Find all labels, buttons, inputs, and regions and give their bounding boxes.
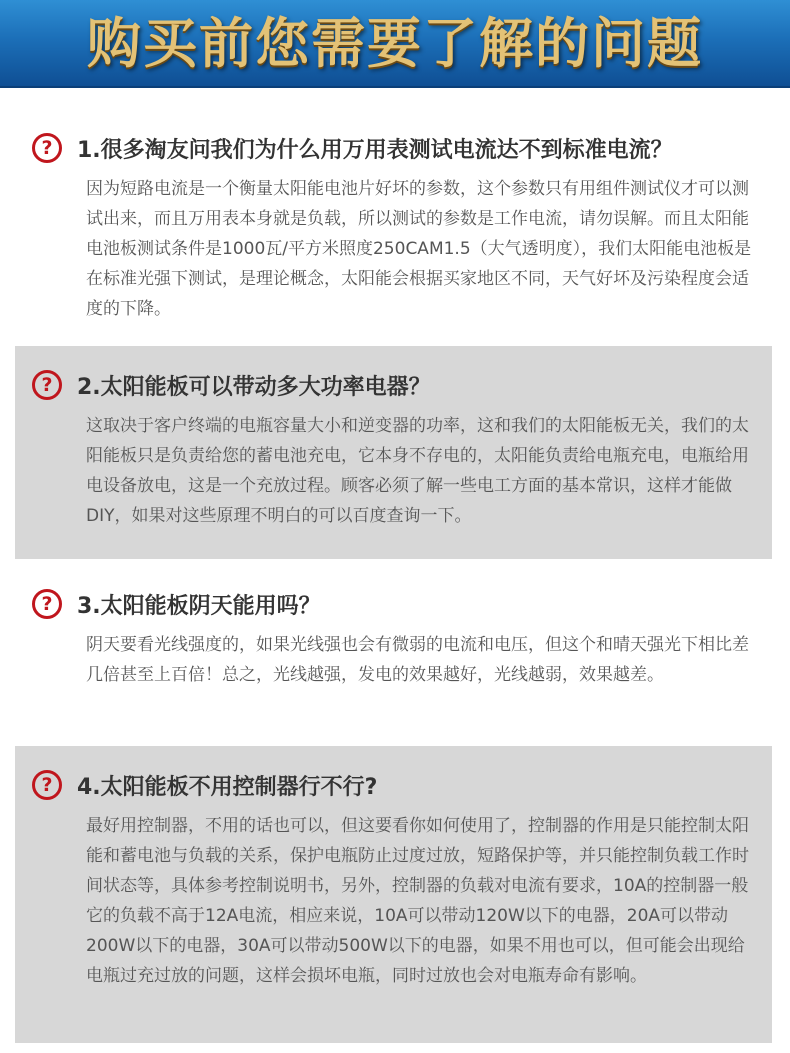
banner-title: 购买前您需要了解的问题 xyxy=(87,12,703,75)
header-banner xyxy=(0,0,790,88)
question-circle-icon: ? xyxy=(32,589,62,619)
faq-question-row xyxy=(32,765,752,805)
faq-answer: 阴天要看光线强度的，如果光线强也会有微弱的电流和电压，但这个和晴天强光下相比差几倍甚至上百倍！总之，光线越强，发电的效果越好，光线越弱，效果越差。 xyxy=(86,635,749,685)
faq-question: 1.很多淘友问我们为什么用万用表测试电流达不到标准电流？ xyxy=(77,137,673,163)
faq-item-4 xyxy=(15,746,772,1043)
faq-answer: 最好用控制器，不用的话也可以，但这要看你如何使用了，控制器的作用是只能控制太阳能和蓄电池与负载的关系，保护电瓶防止过度过放，短路保护等，并只能控制负载工作时间状态等，具体参考控制说明书，另外，控制器的负载对电流有要求，10A的控制器一般它的负载不高于12A电流，相应来说，10A可以带动120W以下的电器，20A可以带动200W以下的电器，30A可以带动500W以下的电器，如果不用也可以，但可能会出现给电瓶过充过放的问题，这样会损坏电瓶，同时过放也会对电瓶寿命有影响。 xyxy=(86,816,749,986)
question-circle-icon: ? xyxy=(32,770,62,800)
faq-question-row xyxy=(32,584,752,624)
faq-item-2 xyxy=(15,346,772,559)
faq-question: 2.太阳能板可以带动多大功率电器？ xyxy=(77,374,431,400)
faq-question-row xyxy=(32,128,752,168)
faq-question: 4.太阳能板不用控制器行不行? xyxy=(77,774,378,800)
question-circle-icon: ? xyxy=(32,370,62,400)
faq-question-row xyxy=(32,365,752,405)
question-circle-icon: ? xyxy=(32,133,62,163)
faq-answer: 这取决于客户终端的电瓶容量大小和逆变器的功率，这和我们的太阳能板无关，我们的太阳能板只是负责给您的蓄电池充电，它本身不存电的，太阳能负责给电瓶充电，电瓶给用电设备放电，这是一个充放过程。顾客必须了解一些电工方面的基本常识，这样才能做DIY，如果对这些原理不明白的可以百度查询一下。 xyxy=(86,416,749,526)
faq-answer: 因为短路电流是一个衡量太阳能电池片好坏的参数，这个参数只有用组件测试仪才可以测试出来，而且万用表本身就是负载，所以测试的参数是工作电流，请勿误解。而且太阳能电池板测试条件是1000瓦/平方米照度250CAM1.5（大气透明度），我们太阳能电池板是在标准光强下测试，是理论概念，太阳能会根据买家地区不同，天气好坏及污染程度会适度的下降。 xyxy=(86,179,752,319)
faq-question: 3.太阳能板阴天能用吗？ xyxy=(77,593,321,619)
faq-item-1 xyxy=(15,128,772,338)
faq-item-3 xyxy=(15,584,772,734)
